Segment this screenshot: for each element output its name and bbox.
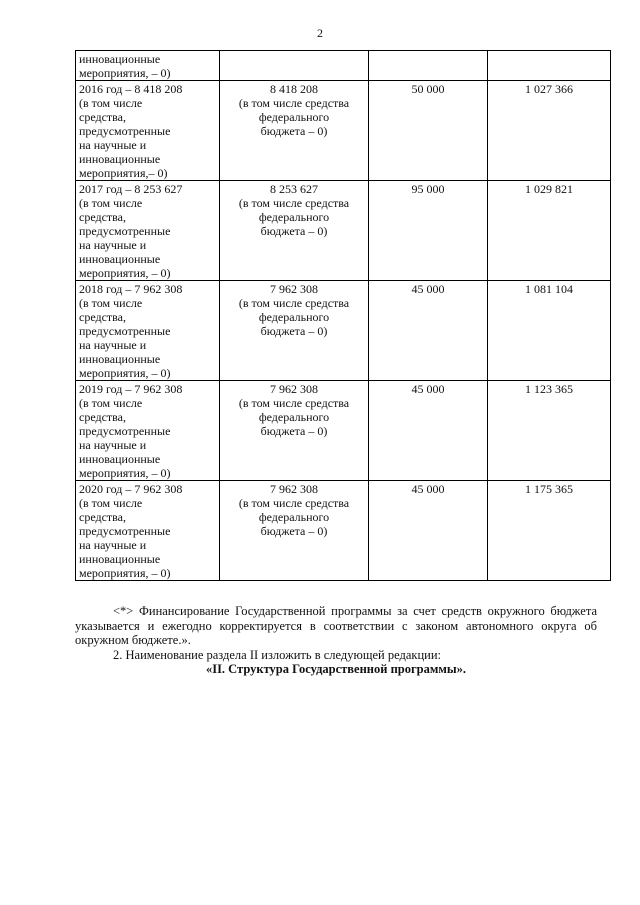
year-total-line: средства, bbox=[79, 110, 127, 124]
year-total-line: средства, bbox=[79, 510, 127, 524]
year-total-line: средства, bbox=[79, 410, 127, 424]
year-total-line: (в том числе bbox=[79, 196, 143, 210]
year-total-line: на научные и bbox=[79, 138, 147, 152]
funding-column-3-cell bbox=[369, 51, 488, 81]
federal-funds-line: (в том числе средства bbox=[238, 496, 350, 510]
federal-funds-line: бюджета – 0) bbox=[260, 524, 328, 538]
financing-table-body bbox=[76, 51, 611, 581]
year-total-line: предусмотренные bbox=[79, 424, 171, 438]
notes-block bbox=[75, 604, 597, 677]
federal-funds-line: 8 418 208 bbox=[270, 82, 318, 96]
funding-column-4-value: 1 123 365 bbox=[525, 382, 573, 396]
year-total-cell bbox=[76, 181, 220, 281]
amendment-instruction: 2. Наименование раздела II изложить в следующей редакции: bbox=[113, 647, 441, 662]
federal-funds-line: (в том числе средства bbox=[238, 196, 350, 210]
federal-funds-cell bbox=[220, 281, 369, 381]
year-total-line: инновационные bbox=[79, 52, 161, 66]
funding-column-3-cell bbox=[369, 281, 488, 381]
funding-column-3-cell bbox=[369, 181, 488, 281]
table-row bbox=[76, 381, 611, 481]
funding-column-3-cell bbox=[369, 381, 488, 481]
funding-column-3-value: 50 000 bbox=[411, 82, 445, 96]
year-total-cell bbox=[76, 281, 220, 381]
federal-funds-line: (в том числе средства bbox=[238, 396, 350, 410]
year-total-line: предусмотренные bbox=[79, 124, 171, 138]
year-total-line: (в том числе bbox=[79, 396, 143, 410]
federal-funds-line: 7 962 308 bbox=[270, 282, 318, 296]
federal-funds-line: 7 962 308 bbox=[270, 382, 318, 396]
funding-column-3-value: 45 000 bbox=[411, 482, 445, 496]
year-total-line: мероприятия, – 0) bbox=[79, 66, 171, 80]
year-total-line: мероприятия, – 0) bbox=[79, 366, 171, 380]
funding-column-3-cell bbox=[369, 81, 488, 181]
federal-funds-line: бюджета – 0) bbox=[260, 124, 328, 138]
funding-column-4-value: 1 029 821 bbox=[525, 182, 573, 196]
year-total-line: 2016 год – 8 418 208 bbox=[79, 82, 183, 96]
year-total-line: (в том числе bbox=[79, 496, 143, 510]
year-total-line: на научные и bbox=[79, 238, 147, 252]
federal-funds-line: (в том числе средства bbox=[238, 96, 350, 110]
table-row bbox=[76, 281, 611, 381]
federal-funds-line: бюджета – 0) bbox=[260, 224, 328, 238]
table-row bbox=[76, 51, 611, 81]
funding-column-4-cell bbox=[488, 51, 611, 81]
year-total-line: инновационные bbox=[79, 552, 161, 566]
federal-funds-cell bbox=[220, 481, 369, 581]
year-total-line: 2020 год – 7 962 308 bbox=[79, 482, 183, 496]
year-total-cell bbox=[76, 51, 220, 81]
year-total-line: средства, bbox=[79, 310, 127, 324]
year-total-line: на научные и bbox=[79, 338, 147, 352]
year-total-cell bbox=[76, 481, 220, 581]
funding-column-4-cell bbox=[488, 381, 611, 481]
federal-funds-line: федерального bbox=[258, 410, 330, 424]
funding-column-4-value: 1 081 104 bbox=[525, 282, 573, 296]
funding-column-3-value: 95 000 bbox=[411, 182, 445, 196]
year-total-line: 2018 год – 7 962 308 bbox=[79, 282, 183, 296]
federal-funds-line: федерального bbox=[258, 210, 330, 224]
year-total-line: средства, bbox=[79, 210, 127, 224]
year-total-line: (в том числе bbox=[79, 96, 143, 110]
year-total-line: 2017 год – 8 253 627 bbox=[79, 182, 183, 196]
funding-column-3-cell bbox=[369, 481, 488, 581]
funding-column-4-cell bbox=[488, 281, 611, 381]
year-total-cell bbox=[76, 381, 220, 481]
funding-column-3-value: 45 000 bbox=[411, 382, 445, 396]
year-total-line: предусмотренные bbox=[79, 224, 171, 238]
federal-funds-line: федерального bbox=[258, 110, 330, 124]
footnote-text: <*> Финансирование Государственной программы за счет средств окружного бюджета указывается и ежегодно корректируется в соответствии с законом автономного округа об окружном бюджете.». bbox=[75, 604, 597, 647]
page-number: 2 bbox=[317, 26, 323, 40]
federal-funds-line: (в том числе средства bbox=[238, 296, 350, 310]
federal-funds-cell bbox=[220, 81, 369, 181]
year-total-line: предусмотренные bbox=[79, 524, 171, 538]
federal-funds-cell bbox=[220, 181, 369, 281]
year-total-line: инновационные bbox=[79, 252, 161, 266]
federal-funds-line: 7 962 308 bbox=[270, 482, 318, 496]
funding-column-4-cell bbox=[488, 81, 611, 181]
year-total-line: инновационные bbox=[79, 152, 161, 166]
funding-column-4-cell bbox=[488, 481, 611, 581]
federal-funds-line: федерального bbox=[258, 510, 330, 524]
year-total-line: инновационные bbox=[79, 452, 161, 466]
year-total-line: 2019 год – 7 962 308 bbox=[79, 382, 183, 396]
year-total-line: мероприятия, – 0) bbox=[79, 266, 171, 280]
table-row bbox=[76, 81, 611, 181]
federal-funds-cell bbox=[220, 381, 369, 481]
funding-column-4-value: 1 175 365 bbox=[525, 482, 573, 496]
financing-table bbox=[75, 50, 611, 581]
year-total-line: на научные и bbox=[79, 538, 147, 552]
year-total-line: мероприятия,– 0) bbox=[79, 166, 168, 180]
year-total-line: инновационные bbox=[79, 352, 161, 366]
year-total-line: мероприятия, – 0) bbox=[79, 566, 171, 580]
year-total-line: предусмотренные bbox=[79, 324, 171, 338]
federal-funds-line: федерального bbox=[258, 310, 330, 324]
federal-funds-line: бюджета – 0) bbox=[260, 424, 328, 438]
table-row bbox=[76, 481, 611, 581]
funding-column-4-value: 1 027 366 bbox=[525, 82, 573, 96]
year-total-cell bbox=[76, 81, 220, 181]
funding-column-4-cell bbox=[488, 181, 611, 281]
federal-funds-cell bbox=[220, 51, 369, 81]
section-heading: «II. Структура Государственной программы». bbox=[205, 662, 467, 676]
year-total-line: мероприятия, – 0) bbox=[79, 466, 171, 480]
year-total-line: на научные и bbox=[79, 438, 147, 452]
federal-funds-line: бюджета – 0) bbox=[260, 324, 328, 338]
year-total-line: (в том числе bbox=[79, 296, 143, 310]
federal-funds-line: 8 253 627 bbox=[270, 182, 318, 196]
table-row bbox=[76, 181, 611, 281]
funding-column-3-value: 45 000 bbox=[411, 282, 445, 296]
